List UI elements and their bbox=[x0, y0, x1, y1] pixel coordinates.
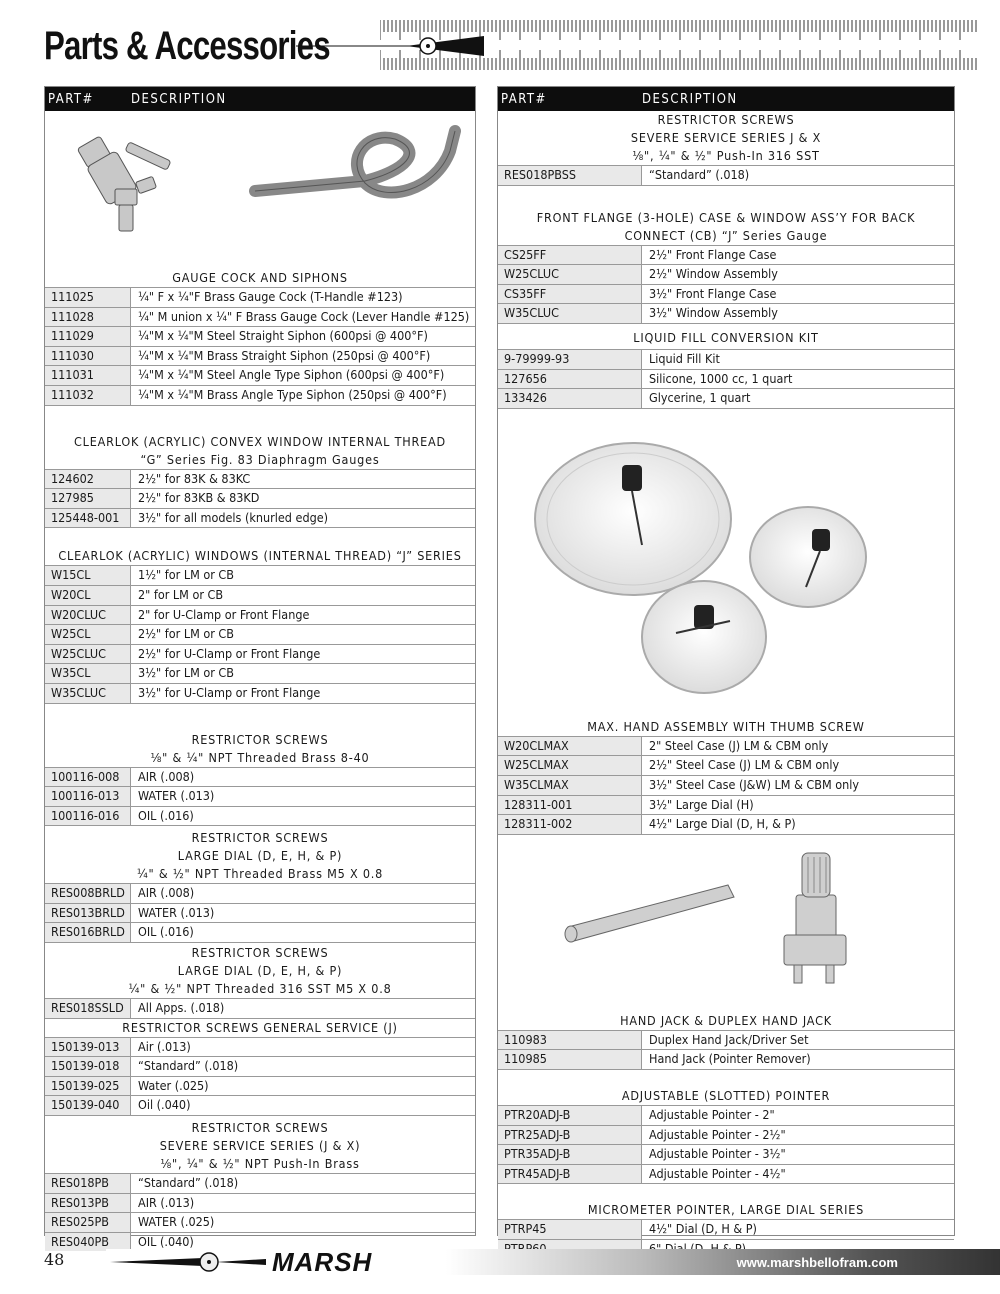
table-row bbox=[498, 736, 954, 756]
part-description: OIL (.040) bbox=[138, 1233, 194, 1249]
part-number: CS35FF bbox=[498, 285, 642, 304]
table-row bbox=[498, 775, 954, 795]
table-row bbox=[45, 508, 475, 528]
part-description: ¼" M union x ¼" F Brass Gauge Cock (Lever Handle #125) bbox=[138, 308, 470, 324]
part-description: 2½" Window Assembly bbox=[649, 266, 778, 282]
hand-jack-image bbox=[498, 834, 954, 1012]
section-subtitle: “G” Series Fig. 83 Diaphragm Gauges bbox=[140, 451, 380, 467]
table-row bbox=[45, 605, 475, 625]
part-number: 111029 bbox=[45, 327, 131, 346]
table-row bbox=[45, 663, 475, 683]
part-description: Duplex Hand Jack/Driver Set bbox=[649, 1031, 809, 1047]
part-description: Adjustable Pointer - 3½" bbox=[649, 1146, 786, 1162]
table-row bbox=[45, 365, 475, 385]
part-number: 127985 bbox=[45, 489, 131, 508]
part-description: 2½" for U-Clamp or Front Flange bbox=[138, 645, 321, 661]
part-number: RES040PB bbox=[45, 1233, 131, 1252]
part-description: 2" for U-Clamp or Front Flange bbox=[138, 606, 310, 622]
part-number: RES025PB bbox=[45, 1213, 131, 1232]
part-number: W35CL bbox=[45, 664, 131, 683]
part-number: RES018PBSS bbox=[498, 166, 642, 185]
table-row bbox=[498, 264, 954, 284]
part-number: 111031 bbox=[45, 366, 131, 385]
gauge-cock-siphon-image bbox=[45, 111, 475, 269]
part-number: W25CLMAX bbox=[498, 756, 642, 775]
restrictor-general-rows bbox=[45, 1037, 475, 1115]
table-row bbox=[498, 1125, 954, 1145]
table-row bbox=[45, 806, 475, 826]
table-row bbox=[498, 1219, 954, 1239]
part-description: 4½" Dial (D, H & P) bbox=[649, 1221, 757, 1237]
part-description: “Standard” (.018) bbox=[138, 1058, 239, 1074]
part-number: PTRP45 bbox=[498, 1220, 642, 1239]
part-description: 2½" for LM or CB bbox=[138, 626, 234, 642]
table-row bbox=[498, 303, 954, 323]
table-row bbox=[45, 1076, 475, 1096]
part-number: RES013PB bbox=[45, 1194, 131, 1213]
section-subtitle: ⅛", ¼" & ½" Push-In 316 SST bbox=[632, 148, 820, 163]
section-title: LIQUID FILL CONVERSION KIT bbox=[633, 329, 819, 345]
part-number: W35CLUC bbox=[45, 684, 131, 703]
section-subtitle: ⅛" & ¼" NPT Threaded Brass 8-40 bbox=[150, 749, 370, 765]
part-number: W20CL bbox=[45, 586, 131, 605]
table-row bbox=[45, 1095, 475, 1115]
part-description: 2½" for 83K & 83KC bbox=[138, 470, 251, 486]
table-row bbox=[498, 795, 954, 815]
part-description: AIR (.013) bbox=[138, 1194, 195, 1210]
section-spacer bbox=[498, 185, 954, 209]
table-row bbox=[498, 1030, 954, 1050]
gauge-needle-icon bbox=[296, 28, 496, 64]
max-hand-assembly-image bbox=[498, 408, 954, 718]
part-number: W25CL bbox=[45, 625, 131, 644]
section-title: FRONT FLANGE (3-HOLE) CASE & WINDOW ASS’Y FOR BACK bbox=[536, 209, 916, 225]
part-number: 110983 bbox=[498, 1031, 642, 1050]
table-header bbox=[498, 87, 954, 111]
section-title: RESTRICTOR SCREWS bbox=[191, 830, 329, 846]
part-number: 111025 bbox=[45, 288, 131, 307]
table-row bbox=[45, 565, 475, 585]
section-title: RESTRICTOR SCREWS bbox=[191, 945, 329, 961]
part-number: RES008BRLD bbox=[45, 884, 131, 903]
part-number: 133426 bbox=[498, 389, 642, 408]
part-number: 111030 bbox=[45, 347, 131, 366]
section-subtitle: LARGE DIAL (D, E, H, & P) bbox=[177, 963, 343, 979]
table-row bbox=[45, 683, 475, 703]
part-description: Adjustable Pointer - 2½" bbox=[649, 1126, 786, 1142]
part-description: WATER (.013) bbox=[138, 904, 215, 920]
adjustable-pointer-rows bbox=[498, 1105, 954, 1183]
part-number: 111028 bbox=[45, 308, 131, 327]
part-number: 100116-008 bbox=[45, 768, 131, 787]
table-row bbox=[45, 488, 475, 508]
part-number: 128311-002 bbox=[498, 815, 642, 834]
needle-icon bbox=[108, 1250, 268, 1274]
part-description: 2½" for 83KB & 83KD bbox=[138, 490, 260, 506]
liquid-fill-rows bbox=[498, 349, 954, 408]
part-description: 4½" Large Dial (D, H, & P) bbox=[649, 816, 796, 832]
section-title: ADJUSTABLE (SLOTTED) POINTER bbox=[621, 1087, 831, 1103]
restrictor-large-sst-rows bbox=[45, 998, 475, 1018]
part-number: 150139-018 bbox=[45, 1057, 131, 1076]
section-subtitle: SEVERE SERVICE SERIES (J & X) bbox=[159, 1138, 361, 1154]
part-description: WATER (.013) bbox=[138, 788, 215, 804]
hand-jack-rows bbox=[498, 1030, 954, 1069]
table-row bbox=[45, 767, 475, 787]
part-description: ¼"M x ¼"M Steel Angle Type Siphon (600psi @ 400°F) bbox=[138, 367, 445, 383]
part-number: 150139-025 bbox=[45, 1077, 131, 1096]
section-subtitle: ⅛", ¼" & ½" NPT Push-In Brass bbox=[160, 1156, 360, 1172]
part-number: 9-79999-93 bbox=[498, 350, 642, 369]
part-number: 128311-001 bbox=[498, 796, 642, 815]
part-description: ¼"M x ¼"M Steel Straight Siphon (600psi @ 400°F) bbox=[138, 328, 428, 344]
table-row bbox=[498, 349, 954, 369]
section-title: MICROMETER POINTER, LARGE DIAL SERIES bbox=[587, 1202, 865, 1218]
section-spacer bbox=[45, 703, 475, 731]
restrictor-severe-sst-rows bbox=[498, 165, 954, 185]
part-number: 150139-013 bbox=[45, 1038, 131, 1057]
part-description: Liquid Fill Kit bbox=[649, 350, 720, 366]
part-description: All Apps. (.018) bbox=[138, 1000, 225, 1016]
part-description: 3½" for LM or CB bbox=[138, 665, 234, 681]
part-number: CS25FF bbox=[498, 246, 642, 265]
table-row bbox=[45, 287, 475, 307]
part-number: W35CLMAX bbox=[498, 776, 642, 795]
part-number: W15CL bbox=[45, 566, 131, 585]
brand-logo: MARSH bbox=[272, 1247, 373, 1277]
table-row bbox=[498, 814, 954, 834]
table-row bbox=[45, 326, 475, 346]
table-row bbox=[45, 307, 475, 327]
part-description: 3½" Front Flange Case bbox=[649, 285, 777, 301]
part-description: 2½" Steel Case (J) LM & CBM only bbox=[649, 757, 840, 773]
part-description: Water (.025) bbox=[138, 1077, 209, 1093]
part-description: 3½" Steel Case (J&W) LM & CBM only bbox=[649, 776, 860, 792]
section-subtitle: LARGE DIAL (D, E, H, & P) bbox=[177, 848, 343, 864]
part-description: AIR (.008) bbox=[138, 768, 195, 784]
part-number: PTR35ADJ-B bbox=[498, 1145, 642, 1164]
section-spacer bbox=[45, 527, 475, 547]
part-description: Adjustable Pointer - 2" bbox=[649, 1106, 775, 1122]
part-number: 100116-016 bbox=[45, 807, 131, 826]
part-number: 111032 bbox=[45, 386, 131, 405]
part-number: 125448-001 bbox=[45, 509, 131, 528]
section-spacer bbox=[45, 405, 475, 433]
part-description: 1½" for LM or CB bbox=[138, 567, 234, 583]
section-title: CLEARLOK (ACRYLIC) CONVEX WINDOW INTERNAL THREAD bbox=[74, 433, 446, 449]
description-header: DESCRIPTION bbox=[642, 91, 738, 107]
clearlok-g-rows bbox=[45, 469, 475, 528]
table-row bbox=[45, 644, 475, 664]
part-number: RES018PB bbox=[45, 1174, 131, 1193]
part-number: RES018SSLD bbox=[45, 999, 131, 1018]
part-number: W35CLUC bbox=[498, 304, 642, 323]
table-row bbox=[498, 1144, 954, 1164]
table-row bbox=[45, 1212, 475, 1232]
table-row bbox=[498, 369, 954, 389]
table-row bbox=[498, 165, 954, 185]
part-number: 110985 bbox=[498, 1050, 642, 1069]
table-row bbox=[45, 346, 475, 366]
section-title: RESTRICTOR SCREWS bbox=[191, 731, 329, 747]
part-header: PART# bbox=[501, 91, 547, 107]
table-row bbox=[45, 1037, 475, 1057]
section-title: CLEARLOK (ACRYLIC) WINDOWS (INTERNAL THREAD) “J” SERIES bbox=[58, 548, 462, 564]
front-flange-rows bbox=[498, 245, 954, 323]
part-number: 150139-040 bbox=[45, 1096, 131, 1115]
table-row bbox=[45, 1193, 475, 1213]
part-number: PTR45ADJ-B bbox=[498, 1165, 642, 1184]
part-description: AIR (.008) bbox=[138, 885, 195, 901]
part-description: “Standard” (.018) bbox=[138, 1175, 239, 1191]
part-number: W25CLUC bbox=[45, 645, 131, 664]
left-parts-table bbox=[44, 86, 476, 1249]
table-row bbox=[45, 786, 475, 806]
part-number: W20CLMAX bbox=[498, 737, 642, 756]
part-description: 3½" for all models (knurled edge) bbox=[138, 509, 329, 525]
restrictor-npt-rows bbox=[45, 767, 475, 826]
table-row bbox=[45, 385, 475, 405]
max-hand-rows bbox=[498, 736, 954, 834]
gauge-cock-rows bbox=[45, 287, 475, 405]
section-title: HAND JACK & DUPLEX HAND JACK bbox=[620, 1012, 832, 1028]
table-row bbox=[45, 469, 475, 489]
table-row bbox=[45, 922, 475, 942]
part-number: 124602 bbox=[45, 470, 131, 489]
table-row bbox=[45, 998, 475, 1018]
section-title: RESTRICTOR SCREWS bbox=[191, 1120, 329, 1136]
part-number: 100116-013 bbox=[45, 787, 131, 806]
part-description: OIL (.016) bbox=[138, 924, 194, 940]
part-number: PTR20ADJ-B bbox=[498, 1106, 642, 1125]
part-header: PART# bbox=[48, 91, 94, 107]
part-description: Adjustable Pointer - 4½" bbox=[649, 1165, 786, 1181]
part-description: 3½" for U-Clamp or Front Flange bbox=[138, 684, 321, 700]
page-title: Parts & Accessories bbox=[44, 24, 330, 68]
part-number: RES016BRLD bbox=[45, 923, 131, 942]
table-row bbox=[498, 1164, 954, 1184]
part-description: 2" Steel Case (J) LM & CBM only bbox=[649, 737, 829, 753]
section-title: RESTRICTOR SCREWS bbox=[657, 112, 795, 127]
section-spacer bbox=[498, 1183, 954, 1201]
table-row bbox=[45, 624, 475, 644]
section-subtitle: SEVERE SERVICE SERIES J & X bbox=[630, 130, 822, 145]
table-header bbox=[45, 87, 475, 111]
part-description: ¼"M x ¼"M Brass Straight Siphon (250psi @ 400°F) bbox=[138, 347, 431, 363]
section-subtitle: ¼" & ½" NPT Threaded Brass M5 X 0.8 bbox=[136, 866, 384, 882]
table-row bbox=[498, 1105, 954, 1125]
part-number: 127656 bbox=[498, 370, 642, 389]
table-row bbox=[498, 245, 954, 265]
table-row bbox=[45, 585, 475, 605]
description-header: DESCRIPTION bbox=[131, 91, 227, 107]
part-description: Air (.013) bbox=[138, 1038, 191, 1054]
part-number: PTR25ADJ-B bbox=[498, 1126, 642, 1145]
restrictor-large-brass-rows bbox=[45, 883, 475, 942]
part-number: W20CLUC bbox=[45, 606, 131, 625]
section-subtitle: ¼" & ½" NPT Threaded 316 SST M5 X 0.8 bbox=[128, 981, 392, 997]
table-row bbox=[498, 1049, 954, 1069]
section-spacer bbox=[498, 1069, 954, 1087]
part-description: ¼"M x ¼"M Brass Angle Type Siphon (250psi @ 400°F) bbox=[138, 386, 447, 402]
section-title: MAX. HAND ASSEMBLY WITH THUMB SCREW bbox=[587, 718, 865, 734]
part-description: ¼" F x ¼"F Brass Gauge Cock (T-Handle #123) bbox=[138, 289, 403, 304]
part-description: 2½" Front Flange Case bbox=[649, 246, 777, 262]
table-row bbox=[45, 1056, 475, 1076]
table-row bbox=[498, 755, 954, 775]
part-description: “Standard” (.018) bbox=[649, 167, 750, 182]
table-row bbox=[498, 284, 954, 304]
section-subtitle: CONNECT (CB) “J” Series Gauge bbox=[624, 227, 828, 243]
section-title: GAUGE COCK AND SIPHONS bbox=[172, 270, 348, 285]
clearlok-j-rows bbox=[45, 565, 475, 702]
table-row bbox=[45, 903, 475, 923]
website-link[interactable]: www.marshbellofram.com bbox=[736, 1255, 898, 1270]
table-row bbox=[498, 388, 954, 408]
part-description: WATER (.025) bbox=[138, 1214, 215, 1230]
part-description: Hand Jack (Pointer Remover) bbox=[649, 1051, 811, 1067]
part-number: RES013BRLD bbox=[45, 904, 131, 923]
right-parts-table bbox=[497, 86, 955, 1236]
part-description: Silicone, 1000 cc, 1 quart bbox=[649, 370, 793, 386]
part-description: 2" for LM or CB bbox=[138, 586, 224, 602]
part-description: 3½" Window Assembly bbox=[649, 305, 778, 321]
section-title: RESTRICTOR SCREWS GENERAL SERVICE (J) bbox=[45, 1018, 475, 1037]
part-description: OIL (.016) bbox=[138, 807, 194, 823]
table-row bbox=[45, 1173, 475, 1193]
part-description: Glycerine, 1 quart bbox=[649, 390, 751, 406]
restrictor-severe-brass-rows bbox=[45, 1173, 475, 1251]
part-number: W25CLUC bbox=[498, 265, 642, 284]
part-description: 3½" Large Dial (H) bbox=[649, 796, 754, 812]
page-number: 48 bbox=[44, 1250, 65, 1269]
part-description: Oil (.040) bbox=[138, 1097, 191, 1113]
table-row bbox=[45, 883, 475, 903]
